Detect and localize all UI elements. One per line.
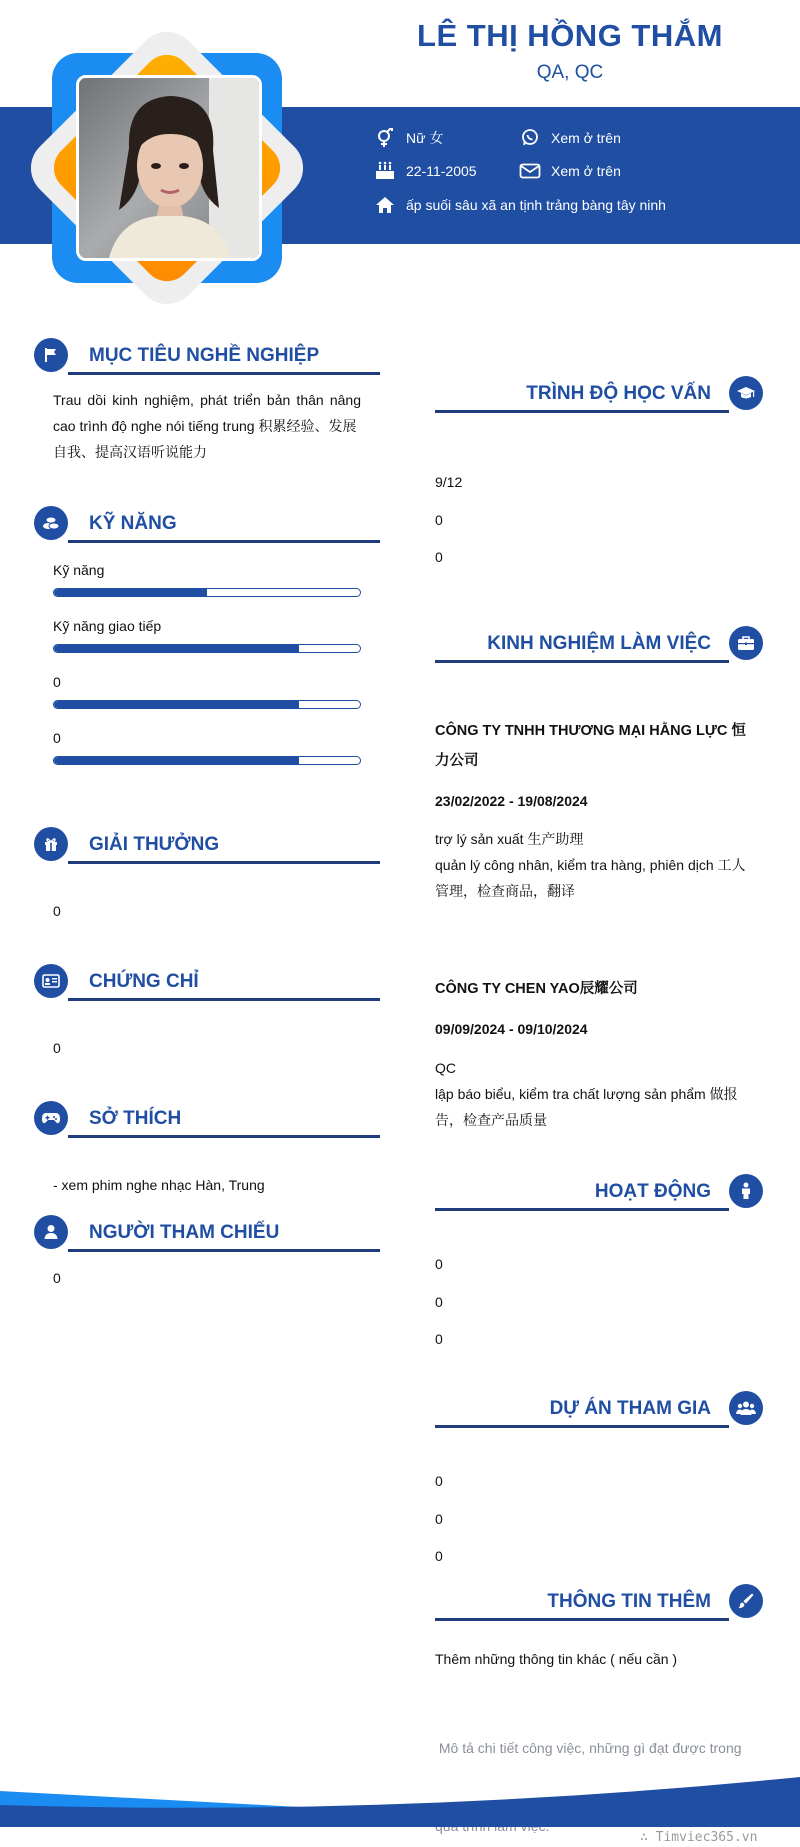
section-certificates <box>34 964 380 1002</box>
section-title: CHỨNG CHỈ <box>89 971 199 992</box>
skill-bar-fill <box>54 589 207 596</box>
skill-bar <box>53 700 361 709</box>
section-hobbies <box>34 1101 380 1139</box>
education-line: 0 <box>435 512 443 528</box>
watermark: ∴ Timviec365.vn <box>640 1830 758 1845</box>
gift-icon <box>34 827 68 861</box>
job-description-line: quản lý công nhân, kiểm tra hàng, phiên dịch 工人 <box>435 857 746 873</box>
job-period: 09/09/2024 - 09/10/2024 <box>435 1021 588 1037</box>
section-objective <box>34 338 380 376</box>
skill-label: Kỹ năng <box>53 562 105 578</box>
more-info-placeholder-line: Mô tả chi tiết công việc, những gì đạt được trong <box>435 1740 742 1756</box>
section-title: TRÌNH ĐỘ HỌC VẤN <box>526 383 711 404</box>
section-activities <box>435 1174 763 1212</box>
coins-icon <box>34 506 68 540</box>
job-company: CÔNG TY CHEN YAO辰耀公司 <box>435 981 638 997</box>
project-line: 0 <box>435 1511 443 1527</box>
skill-bar-fill <box>54 757 299 764</box>
job-description-line: lập báo biểu, kiểm tra chất lượng sản phẩm 做报 <box>435 1086 738 1102</box>
phone-value[interactable]: Xem ở trên <box>551 130 621 146</box>
info-email <box>519 160 621 182</box>
skill-bar <box>53 644 361 653</box>
job-company-line: CÔNG TY TNHH THƯƠNG MẠI HẰNG LỰC 恒 <box>435 723 746 739</box>
section-references <box>34 1215 380 1253</box>
more-info-line: Thêm những thông tin khác ( nếu cần ) <box>435 1651 678 1667</box>
education-line: 0 <box>435 549 443 565</box>
user-icon <box>34 1215 68 1249</box>
section-underline <box>435 660 729 663</box>
objective-text <box>53 387 361 465</box>
section-underline <box>68 540 380 543</box>
flag-icon <box>34 338 68 372</box>
section-title: MỤC TIÊU NGHỀ NGHIỆP <box>89 345 320 366</box>
job-description <box>435 1081 763 1133</box>
section-awards <box>34 827 380 865</box>
skill-label: Kỹ năng giao tiếp <box>53 618 162 634</box>
section-underline <box>435 1208 729 1211</box>
section-title: THÔNG TIN THÊM <box>547 1591 711 1612</box>
hobbies-value: - xem phim nghe nhạc Hàn, Trung <box>53 1177 265 1193</box>
job-description-line: 管理，检查商品，翻译 <box>435 883 575 899</box>
envelope-icon <box>519 161 541 181</box>
skill-label: 0 <box>53 674 61 690</box>
email-value[interactable]: Xem ở trên <box>551 163 621 179</box>
skill-bar <box>53 588 361 597</box>
section-title: GIẢI THƯỞNG <box>89 834 220 855</box>
job-position: trợ lý sản xuất 生产助理 <box>435 831 584 847</box>
section-title: DỰ ÁN THAM GIA <box>549 1398 711 1419</box>
section-underline <box>435 1618 729 1621</box>
birthday-cake-icon <box>374 161 396 181</box>
section-underline <box>68 998 380 1001</box>
objective-line: cao trình độ nghe nói tiếng trung 积累经验、发展 <box>53 418 357 434</box>
skill-label: 0 <box>53 730 61 746</box>
info-gender <box>374 127 443 149</box>
section-skills <box>34 506 380 544</box>
section-experience <box>435 626 763 664</box>
awards-value: 0 <box>53 903 61 919</box>
section-underline <box>68 1135 380 1138</box>
avatar-portrait <box>79 78 259 258</box>
candidate-name: LÊ THỊ HỒNG THẮM <box>417 18 723 53</box>
section-underline <box>68 1249 380 1252</box>
section-education <box>435 376 763 414</box>
person-icon <box>729 1174 763 1208</box>
briefcase-icon <box>729 626 763 660</box>
home-icon <box>374 195 396 215</box>
job-position: QC <box>435 1060 456 1076</box>
skill-bar-fill <box>54 701 299 708</box>
job-company <box>435 716 763 776</box>
objective-line: 自我、提高汉语听说能力 <box>53 444 207 460</box>
birthday-value: 22-11-2005 <box>406 163 477 179</box>
gender-icon <box>374 128 396 148</box>
brush-icon <box>729 1584 763 1618</box>
graduation-cap-icon <box>729 376 763 410</box>
id-card-icon <box>34 964 68 998</box>
section-underline <box>68 372 380 375</box>
skill-bar-fill <box>54 645 299 652</box>
section-title: KINH NGHIỆM LÀM VIỆC <box>487 633 711 654</box>
avatar <box>76 75 262 261</box>
project-line: 0 <box>435 1548 443 1564</box>
objective-line: Trau dồi kinh nghiệm, phát triển bản thân nâng <box>53 392 361 408</box>
section-title: NGƯỜI THAM CHIẾU <box>89 1222 280 1243</box>
job-description-line: 告，检查产品质量 <box>435 1112 547 1128</box>
activity-line: 0 <box>435 1256 443 1272</box>
section-more-info <box>435 1584 763 1622</box>
candidate-role: QA, QC <box>536 62 604 83</box>
footer-decoration <box>0 1777 800 1827</box>
info-address <box>374 194 666 216</box>
activity-line: 0 <box>435 1294 443 1310</box>
gender-value: Nữ 女 <box>406 130 444 146</box>
certificates-value: 0 <box>53 1040 61 1056</box>
project-line: 0 <box>435 1473 443 1489</box>
section-title: SỞ THÍCH <box>89 1108 182 1129</box>
section-title: KỸ NĂNG <box>89 513 177 534</box>
job-description <box>435 852 763 904</box>
address-value: ấp suối sâu xã an tịnh trảng bàng tây ninh <box>406 197 666 213</box>
info-phone <box>519 127 621 149</box>
section-title: HOẠT ĐỘNG <box>594 1181 711 1202</box>
references-value: 0 <box>53 1270 61 1286</box>
whatsapp-icon <box>519 128 541 148</box>
section-underline <box>435 1425 729 1428</box>
job-company-line: 力公司 <box>435 753 479 769</box>
gamepad-icon <box>34 1101 68 1135</box>
skill-bar <box>53 756 361 765</box>
info-birthday <box>374 160 477 182</box>
section-underline <box>68 861 380 864</box>
education-line: 9/12 <box>435 474 463 490</box>
users-icon <box>729 1391 763 1425</box>
section-projects <box>435 1391 763 1429</box>
section-underline <box>435 410 729 413</box>
activity-line: 0 <box>435 1331 443 1347</box>
job-period: 23/02/2022 - 19/08/2024 <box>435 793 588 809</box>
